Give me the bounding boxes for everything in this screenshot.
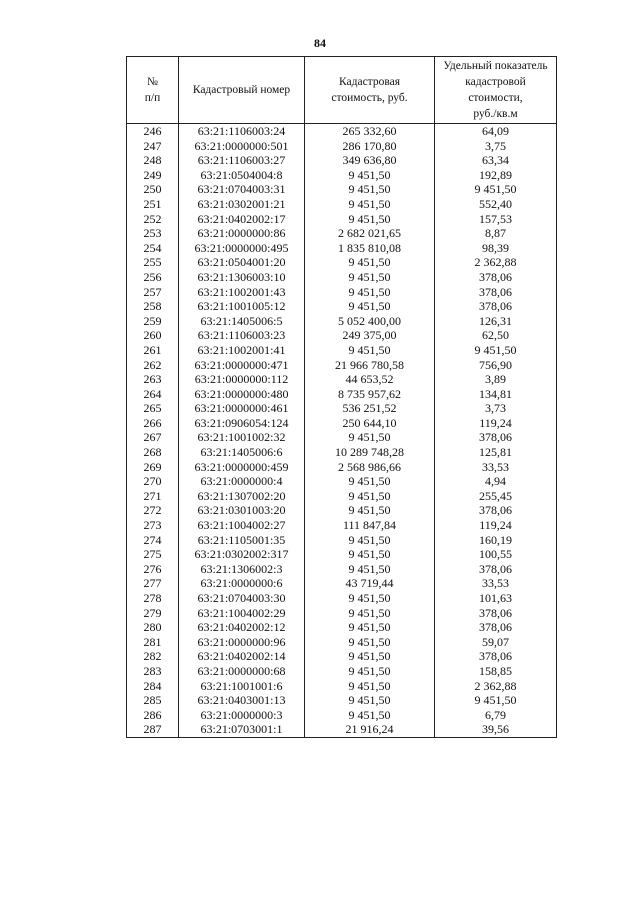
cadastral-number-cell: 63:21:0000000:86 [179, 226, 305, 241]
specific-indicator-cell: 378,06 [435, 562, 557, 577]
row-number-cell: 255 [127, 255, 179, 270]
cadastral-number-cell: 63:21:0704003:30 [179, 591, 305, 606]
specific-indicator-cell: 378,06 [435, 299, 557, 314]
row-number-cell: 272 [127, 503, 179, 518]
table-row [127, 416, 557, 431]
cadastral-value-cell: 9 451,50 [305, 474, 435, 489]
cadastral-value-cell: 21 916,24 [305, 722, 435, 737]
row-number-cell: 252 [127, 212, 179, 227]
table-row [127, 460, 557, 475]
table-row [127, 635, 557, 650]
row-number-cell: 283 [127, 664, 179, 679]
row-number-cell: 285 [127, 693, 179, 708]
row-number-cell: 281 [127, 635, 179, 650]
table-row [127, 533, 557, 548]
table-row [127, 591, 557, 606]
cadastral-value-cell: 9 451,50 [305, 343, 435, 358]
table-row [127, 314, 557, 329]
cadastral-number-cell: 63:21:0000000:480 [179, 387, 305, 402]
row-number-cell: 280 [127, 620, 179, 635]
row-number-cell: 264 [127, 387, 179, 402]
specific-indicator-cell: 2 362,88 [435, 679, 557, 694]
row-number-cell: 248 [127, 153, 179, 168]
row-number-cell: 279 [127, 606, 179, 621]
cadastral-value-cell: 9 451,50 [305, 649, 435, 664]
specific-indicator-cell: 6,79 [435, 708, 557, 723]
cadastral-number-cell: 63:21:1306002:3 [179, 562, 305, 577]
specific-indicator-cell: 119,24 [435, 518, 557, 533]
row-number-cell: 276 [127, 562, 179, 577]
cadastral-number-cell: 63:21:0000000:461 [179, 401, 305, 416]
header-row-number: № п/п [127, 57, 179, 124]
table-row [127, 649, 557, 664]
specific-indicator-cell: 378,06 [435, 649, 557, 664]
row-number-cell: 251 [127, 197, 179, 212]
table-row [127, 430, 557, 445]
specific-indicator-cell: 9 451,50 [435, 693, 557, 708]
table-row [127, 693, 557, 708]
cadastral-value-cell: 9 451,50 [305, 620, 435, 635]
specific-indicator-cell: 378,06 [435, 503, 557, 518]
table-row [127, 270, 557, 285]
cadastral-number-cell: 63:21:0000000:3 [179, 708, 305, 723]
specific-indicator-cell: 552,40 [435, 197, 557, 212]
table-row [127, 489, 557, 504]
cadastral-number-cell: 63:21:0504004:8 [179, 168, 305, 183]
specific-indicator-cell: 378,06 [435, 620, 557, 635]
cadastral-number-cell: 63:21:0403001:13 [179, 693, 305, 708]
table-row [127, 474, 557, 489]
row-number-cell: 260 [127, 328, 179, 343]
row-number-cell: 287 [127, 722, 179, 737]
specific-indicator-cell: 125,81 [435, 445, 557, 460]
cadastral-number-cell: 63:21:1001002:32 [179, 430, 305, 445]
row-number-cell: 273 [127, 518, 179, 533]
row-number-cell: 265 [127, 401, 179, 416]
specific-indicator-cell: 9 451,50 [435, 182, 557, 197]
cadastral-value-cell: 10 289 748,28 [305, 445, 435, 460]
header-cadastral-value: Кадастровая стоимость, руб. [305, 57, 435, 124]
specific-indicator-cell: 3,89 [435, 372, 557, 387]
cadastral-value-cell: 44 653,52 [305, 372, 435, 387]
table-row [127, 722, 557, 737]
cadastral-number-cell: 63:21:0504001:20 [179, 255, 305, 270]
cadastral-value-cell: 1 835 810,08 [305, 241, 435, 256]
cadastral-value-cell: 286 170,80 [305, 139, 435, 154]
cadastral-number-cell: 63:21:1002001:41 [179, 343, 305, 358]
cadastral-value-cell: 9 451,50 [305, 197, 435, 212]
table-row [127, 285, 557, 300]
cadastral-value-cell: 2 568 986,66 [305, 460, 435, 475]
cadastral-value-cell: 250 644,10 [305, 416, 435, 431]
specific-indicator-cell: 119,24 [435, 416, 557, 431]
specific-indicator-cell: 158,85 [435, 664, 557, 679]
row-number-cell: 282 [127, 649, 179, 664]
table-row [127, 139, 557, 154]
cadastral-number-cell: 63:21:1004002:27 [179, 518, 305, 533]
table-row [127, 255, 557, 270]
table-row [127, 372, 557, 387]
table-row [127, 299, 557, 314]
table-row [127, 518, 557, 533]
table-row [127, 562, 557, 577]
cadastral-value-cell: 9 451,50 [305, 547, 435, 562]
cadastral-number-cell: 63:21:1105001:35 [179, 533, 305, 548]
cadastral-number-cell: 63:21:1001001:6 [179, 679, 305, 694]
specific-indicator-cell: 33,53 [435, 576, 557, 591]
cadastral-value-cell: 9 451,50 [305, 562, 435, 577]
cadastral-number-cell: 63:21:0000000:68 [179, 664, 305, 679]
specific-indicator-cell: 157,53 [435, 212, 557, 227]
specific-indicator-cell: 378,06 [435, 285, 557, 300]
cadastral-value-cell: 9 451,50 [305, 168, 435, 183]
specific-indicator-cell: 134,81 [435, 387, 557, 402]
row-number-cell: 258 [127, 299, 179, 314]
cadastral-value-cell: 9 451,50 [305, 489, 435, 504]
table-row [127, 153, 557, 168]
table-row [127, 124, 557, 139]
cadastral-number-cell: 63:21:1004002:29 [179, 606, 305, 621]
cadastral-value-cell: 9 451,50 [305, 664, 435, 679]
row-number-cell: 270 [127, 474, 179, 489]
specific-indicator-cell: 64,09 [435, 124, 557, 139]
cadastral-number-cell: 63:21:0000000:501 [179, 139, 305, 154]
table-row [127, 387, 557, 402]
specific-indicator-cell: 756,90 [435, 358, 557, 373]
cadastral-number-cell: 63:21:0000000:96 [179, 635, 305, 650]
cadastral-value-cell: 21 966 780,58 [305, 358, 435, 373]
row-number-cell: 263 [127, 372, 179, 387]
specific-indicator-cell: 98,39 [435, 241, 557, 256]
specific-indicator-cell: 39,56 [435, 722, 557, 737]
cadastral-value-table [126, 56, 557, 738]
cadastral-value-cell: 9 451,50 [305, 606, 435, 621]
cadastral-value-cell: 5 052 400,00 [305, 314, 435, 329]
table-row [127, 679, 557, 694]
specific-indicator-cell: 378,06 [435, 430, 557, 445]
cadastral-value-cell: 9 451,50 [305, 430, 435, 445]
specific-indicator-cell: 2 362,88 [435, 255, 557, 270]
table-row [127, 401, 557, 416]
cadastral-number-cell: 63:21:0000000:459 [179, 460, 305, 475]
cadastral-value-cell: 9 451,50 [305, 285, 435, 300]
cadastral-value-cell: 111 847,84 [305, 518, 435, 533]
cadastral-value-cell: 9 451,50 [305, 635, 435, 650]
table-row [127, 547, 557, 562]
table-row [127, 358, 557, 373]
row-number-cell: 249 [127, 168, 179, 183]
specific-indicator-cell: 33,53 [435, 460, 557, 475]
page-number: 84 [314, 36, 326, 50]
cadastral-value-cell: 43 719,44 [305, 576, 435, 591]
cadastral-number-cell: 63:21:0000000:4 [179, 474, 305, 489]
specific-indicator-cell: 100,55 [435, 547, 557, 562]
specific-indicator-cell: 9 451,50 [435, 343, 557, 358]
row-number-cell: 284 [127, 679, 179, 694]
cadastral-value-cell: 9 451,50 [305, 299, 435, 314]
table-row [127, 606, 557, 621]
row-number-cell: 261 [127, 343, 179, 358]
cadastral-value-cell: 9 451,50 [305, 533, 435, 548]
cadastral-number-cell: 63:21:0402002:17 [179, 212, 305, 227]
cadastral-value-cell: 9 451,50 [305, 212, 435, 227]
row-number-cell: 278 [127, 591, 179, 606]
row-number-cell: 274 [127, 533, 179, 548]
row-number-cell: 286 [127, 708, 179, 723]
table-row [127, 445, 557, 460]
cadastral-number-cell: 63:21:1106003:23 [179, 328, 305, 343]
table-row [127, 328, 557, 343]
row-number-cell: 247 [127, 139, 179, 154]
specific-indicator-cell: 8,87 [435, 226, 557, 241]
cadastral-number-cell: 63:21:0906054:124 [179, 416, 305, 431]
table-row [127, 620, 557, 635]
cadastral-number-cell: 63:21:0703001:1 [179, 722, 305, 737]
cadastral-number-cell: 63:21:0302002:317 [179, 547, 305, 562]
row-number-cell: 268 [127, 445, 179, 460]
table-row [127, 182, 557, 197]
table-row [127, 503, 557, 518]
table-row [127, 241, 557, 256]
specific-indicator-cell: 255,45 [435, 489, 557, 504]
cadastral-number-cell: 63:21:1405006:5 [179, 314, 305, 329]
specific-indicator-cell: 62,50 [435, 328, 557, 343]
row-number-cell: 254 [127, 241, 179, 256]
cadastral-value-cell: 9 451,50 [305, 591, 435, 606]
cadastral-value-cell: 249 375,00 [305, 328, 435, 343]
cadastral-value-cell: 9 451,50 [305, 693, 435, 708]
row-number-cell: 259 [127, 314, 179, 329]
header-specific-indicator: Удельный показатель кадастровой стоимости, руб./кв.м [435, 57, 557, 124]
row-number-cell: 277 [127, 576, 179, 591]
table-row [127, 226, 557, 241]
row-number-cell: 256 [127, 270, 179, 285]
cadastral-number-cell: 63:21:0402002:12 [179, 620, 305, 635]
specific-indicator-cell: 192,89 [435, 168, 557, 183]
cadastral-number-cell: 63:21:1405006:6 [179, 445, 305, 460]
cadastral-value-cell: 9 451,50 [305, 270, 435, 285]
specific-indicator-cell: 126,31 [435, 314, 557, 329]
row-number-cell: 271 [127, 489, 179, 504]
table-row [127, 664, 557, 679]
table-row [127, 343, 557, 358]
table-row [127, 708, 557, 723]
header-cadastral-number: Кадастровый номер [179, 57, 305, 124]
table-header-row [127, 57, 557, 124]
table-row [127, 212, 557, 227]
specific-indicator-cell: 63,34 [435, 153, 557, 168]
table-row [127, 576, 557, 591]
cadastral-number-cell: 63:21:0302001:21 [179, 197, 305, 212]
cadastral-number-cell: 63:21:0000000:471 [179, 358, 305, 373]
row-number-cell: 267 [127, 430, 179, 445]
cadastral-value-cell: 9 451,50 [305, 708, 435, 723]
row-number-cell: 269 [127, 460, 179, 475]
table-body [127, 124, 557, 738]
cadastral-value-cell: 265 332,60 [305, 124, 435, 139]
cadastral-number-cell: 63:21:1002001:43 [179, 285, 305, 300]
cadastral-number-cell: 63:21:0000000:6 [179, 576, 305, 591]
cadastral-number-cell: 63:21:0704003:31 [179, 182, 305, 197]
row-number-cell: 253 [127, 226, 179, 241]
cadastral-number-cell: 63:21:1001005:12 [179, 299, 305, 314]
cadastral-value-cell: 349 636,80 [305, 153, 435, 168]
cadastral-number-cell: 63:21:0402002:14 [179, 649, 305, 664]
cadastral-number-cell: 63:21:1307002:20 [179, 489, 305, 504]
specific-indicator-cell: 378,06 [435, 270, 557, 285]
specific-indicator-cell: 3,75 [435, 139, 557, 154]
specific-indicator-cell: 378,06 [435, 606, 557, 621]
cadastral-value-cell: 8 735 957,62 [305, 387, 435, 402]
cadastral-value-cell: 2 682 021,65 [305, 226, 435, 241]
cadastral-value-cell: 9 451,50 [305, 503, 435, 518]
row-number-cell: 246 [127, 124, 179, 139]
row-number-cell: 257 [127, 285, 179, 300]
specific-indicator-cell: 59,07 [435, 635, 557, 650]
row-number-cell: 275 [127, 547, 179, 562]
specific-indicator-cell: 3,73 [435, 401, 557, 416]
cadastral-value-cell: 9 451,50 [305, 679, 435, 694]
row-number-cell: 250 [127, 182, 179, 197]
cadastral-value-cell: 9 451,50 [305, 182, 435, 197]
cadastral-number-cell: 63:21:1106003:27 [179, 153, 305, 168]
table-row [127, 168, 557, 183]
cadastral-number-cell: 63:21:0000000:495 [179, 241, 305, 256]
cadastral-number-cell: 63:21:1106003:24 [179, 124, 305, 139]
cadastral-value-cell: 536 251,52 [305, 401, 435, 416]
cadastral-value-cell: 9 451,50 [305, 255, 435, 270]
cadastral-number-cell: 63:21:1306003:10 [179, 270, 305, 285]
specific-indicator-cell: 4,94 [435, 474, 557, 489]
specific-indicator-cell: 101,63 [435, 591, 557, 606]
row-number-cell: 262 [127, 358, 179, 373]
table-row [127, 197, 557, 212]
cadastral-number-cell: 63:21:0000000:112 [179, 372, 305, 387]
specific-indicator-cell: 160,19 [435, 533, 557, 548]
row-number-cell: 266 [127, 416, 179, 431]
cadastral-number-cell: 63:21:0301003:20 [179, 503, 305, 518]
